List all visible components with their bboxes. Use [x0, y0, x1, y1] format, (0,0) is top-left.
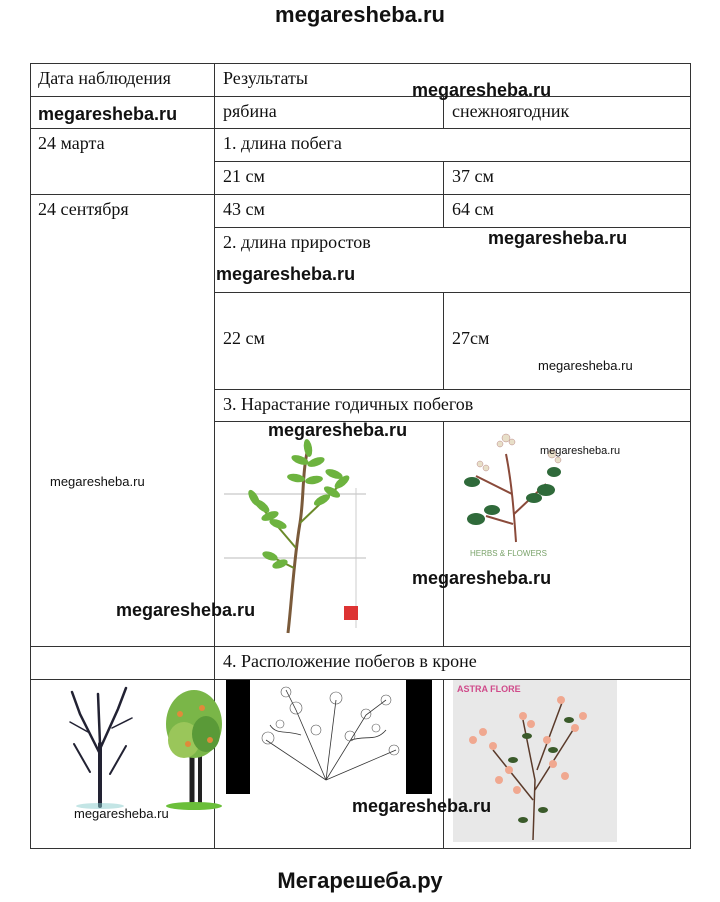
sept-rowan-value: 43 см: [223, 199, 265, 219]
row-line-1: [30, 96, 691, 97]
growth-snowberry-value: 27см: [452, 328, 490, 348]
col-divider-ab-3: [443, 292, 444, 390]
col-divider-ab-2: [443, 161, 444, 228]
shrub-sketch-image: [226, 680, 432, 794]
col-divider-main: [214, 63, 215, 680]
table-border-bottom: [30, 848, 691, 849]
date-september: 24 сентября: [38, 199, 129, 219]
subheader-rowan: рябина: [223, 101, 277, 121]
watermark: megaresheba.ru: [412, 568, 552, 588]
annual-growth-label: 3. Нарастание годичных побегов: [223, 394, 474, 414]
shoot-length-label: 1. длина побега: [223, 133, 342, 153]
table-border-right: [690, 63, 691, 849]
march-rowan-value: 21 см: [223, 166, 265, 186]
col-divider-ab-5: [443, 680, 444, 848]
growth-rowan-value: 22 см: [223, 328, 265, 348]
watermark: megaresheba.ru: [352, 796, 492, 816]
header-results: Результаты: [223, 68, 308, 88]
watermark: megaresheba.ru: [412, 80, 552, 100]
row-line-3: [214, 161, 691, 162]
watermark: megaresheba.ru: [116, 600, 256, 620]
table-border-left: [30, 63, 31, 849]
row-line-7: [214, 389, 691, 390]
row-line-9: [30, 646, 691, 647]
date-march: 24 марта: [38, 133, 105, 153]
herbs-caption: HERBS & FLOWERS: [470, 549, 547, 558]
site-title: megaresheba.ru: [275, 2, 445, 27]
col-divider-ab-4: [443, 421, 444, 647]
growth-label: 2. длина приростов: [223, 232, 371, 252]
subheader-snowberry: снежноягодник: [452, 101, 570, 121]
row-line-2: [30, 128, 691, 129]
leafy-tree-image: [162, 684, 226, 810]
table-border-top: [30, 63, 691, 64]
watermark: megaresheba.ru: [50, 474, 145, 489]
bare-tree-image: [60, 684, 140, 810]
astra-caption: ASTRA FLORE: [457, 684, 521, 694]
watermark: megaresheba.ru: [216, 264, 356, 284]
watermark: megaresheba.ru: [74, 806, 169, 821]
watermark: megaresheba.ru: [268, 420, 408, 440]
crown-arrangement-label: 4. Расположение побегов в кроне: [223, 651, 477, 671]
footer-title: Мегарешеба.ру: [277, 868, 443, 893]
sept-snowberry-value: 64 см: [452, 199, 494, 219]
watermark: megaresheba.ru: [38, 104, 178, 124]
row-line-6: [214, 292, 691, 293]
march-snowberry-value: 37 см: [452, 166, 494, 186]
watermark: megaresheba.ru: [540, 445, 621, 457]
watermark: megaresheba.ru: [488, 228, 628, 248]
flowering-shrub-image: [453, 680, 617, 842]
header-date: Дата наблюдения: [38, 68, 171, 88]
row-line-4: [30, 194, 691, 195]
watermark: megaresheba.ru: [538, 358, 633, 373]
